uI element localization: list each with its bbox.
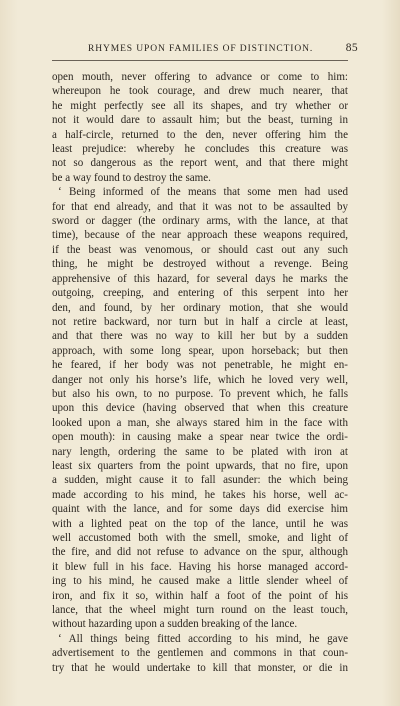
text-line: made according to his mind, he takes his horse, well ac- bbox=[52, 488, 348, 501]
text-line: he feared, if her body was not penetrable, he might en- bbox=[52, 359, 348, 372]
header-rule bbox=[52, 60, 348, 61]
running-head bbox=[52, 42, 358, 57]
text-line: lance, that the wheel might turn round on the least touch, bbox=[52, 604, 348, 617]
text-line: well accustomed both with the smell, smoke, and light of bbox=[52, 532, 348, 544]
text-line: be a way found to destroy the same. bbox=[52, 171, 211, 184]
body-text bbox=[52, 70, 348, 675]
text-line: least prejudice: whereby he concludes this creature was bbox=[52, 143, 348, 156]
text-line: with a lighted peat on the top of the lance, until he was bbox=[52, 517, 348, 530]
text-line: ‘ Being informed of the means that some men had used bbox=[58, 186, 348, 199]
running-title: RHYMES UPON FAMILIES OF DISTINCTION. bbox=[88, 44, 314, 54]
text-line: open mouth): in causing make a spear near twice the ordi- bbox=[52, 431, 348, 444]
text-line: if the beast was venomous, or should cast out any such bbox=[52, 243, 348, 256]
text-line: open mouth, never offering to advance or come to him: bbox=[52, 71, 348, 83]
text-line: not retire backward, nor turn but in half a circle at least, bbox=[52, 315, 348, 328]
text-line: quaint with the lance, and for some days did exercise him bbox=[52, 503, 348, 516]
text-line: not so dangerous as the report went, and that there might bbox=[52, 157, 348, 170]
text-line: den, and found, by her ordinary motion, that she would bbox=[52, 301, 348, 314]
text-line: for that end already, and that it was not to be assaulted by bbox=[52, 200, 348, 213]
text-line: ‘ All things being fitted according to his mind, he gave bbox=[58, 632, 348, 645]
text-line: time), because of the near approach these weapons required, bbox=[52, 229, 348, 242]
text-line: not it would dare to assault him; but the beast, turning in bbox=[52, 114, 348, 127]
text-line: looked upon a man, she always stared him in the face with bbox=[52, 416, 348, 429]
text-line: thing, he might be destroyed without a revenge. Being bbox=[52, 258, 348, 271]
text-line: sword or dagger (the ordinary arms, with the lance, at that bbox=[52, 215, 348, 228]
text-line: danger not only his horse’s life, which he loved very well, bbox=[52, 373, 348, 386]
text-line: it blew full in his face. Having his horse managed accord- bbox=[52, 560, 348, 573]
text-line: approach, with some long spear, upon horseback; but then bbox=[52, 344, 348, 357]
text-line: and that there was no way to kill her but by a sudden bbox=[52, 330, 348, 343]
text-line: ing to his mind, he caused make a little slender wheel of bbox=[52, 575, 348, 588]
text-line: nary length, ordering the same to be plated with iron at bbox=[52, 445, 348, 458]
text-line: without hazarding upon a sudden breaking of the lance. bbox=[52, 618, 298, 631]
text-line: upon this device (having observed that when this creature bbox=[52, 402, 348, 415]
text-line: whereupon he took courage, and drew much nearer, that bbox=[52, 85, 348, 98]
text-line: the fire, and did not refuse to advance on the spur, although bbox=[52, 546, 348, 559]
text-line: but also his own, to no purpose. To prevent which, he falls bbox=[52, 387, 348, 400]
text-line: a sudden, might cause it to fall asunder: the which being bbox=[52, 474, 348, 487]
text-line: apprehensive of this hazard, for several days he marks the bbox=[52, 272, 348, 285]
page-number: 85 bbox=[345, 42, 358, 54]
text-line: he might perfectly see all its shapes, and try whether or bbox=[52, 99, 348, 112]
text-line: advertisement to the gentlemen and commons in that coun- bbox=[52, 647, 348, 660]
text-line: try that he would undertake to kill that monster, or die in bbox=[52, 661, 348, 674]
text-line: least six quarters from the point upwards, that no fire, upon bbox=[52, 459, 348, 472]
text-line: a half-circle, returned to the den, never offering him the bbox=[52, 128, 348, 141]
text-line: iron, and fix it so, within half a foot of the point of his bbox=[52, 589, 348, 602]
text-line: outgoing, creeping, and entering of this serpent into her bbox=[52, 287, 348, 300]
